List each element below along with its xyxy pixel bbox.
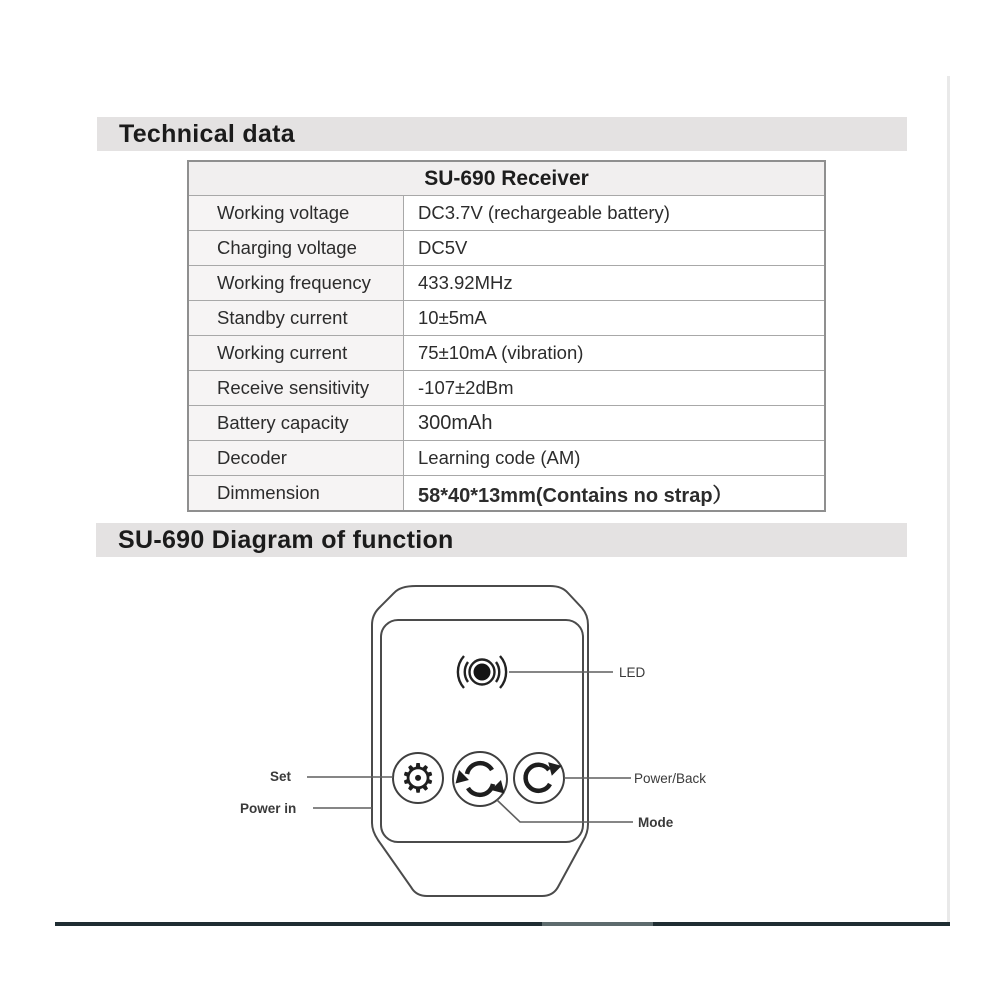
device-screen — [381, 620, 583, 842]
table-row — [189, 195, 824, 230]
row-value: Learning code (AM) — [403, 441, 824, 475]
technical-data-title: Technical data — [119, 120, 296, 148]
spec-table — [187, 160, 826, 512]
row-label: Receive sensitivity — [189, 371, 403, 405]
mode-label: Mode — [638, 815, 674, 830]
table-row — [189, 230, 824, 265]
spec-table-header: SU-690 Receiver — [189, 162, 824, 195]
row-label: Battery capacity — [189, 406, 403, 440]
table-row — [189, 370, 824, 405]
row-value: DC5V — [403, 231, 824, 265]
row-value: 75±10mA (vibration) — [403, 336, 824, 370]
power-back-button — [514, 753, 564, 803]
mode-button — [451, 752, 510, 806]
table-row — [189, 300, 824, 335]
technical-data-banner — [97, 117, 907, 151]
table-row — [189, 405, 824, 440]
table-row — [189, 265, 824, 300]
set-label: Set — [270, 769, 292, 784]
row-value: 433.92MHz — [403, 266, 824, 300]
row-label: Working current — [189, 336, 403, 370]
table-row — [189, 440, 824, 475]
table-row — [189, 475, 824, 510]
table-row — [189, 335, 824, 370]
row-label: Dimmension — [189, 476, 403, 510]
gear-icon: ⚙ — [400, 756, 436, 802]
diagram-title: SU-690 Diagram of function — [118, 526, 454, 554]
power-in-label: Power in — [240, 801, 297, 816]
device-diagram — [230, 578, 770, 918]
row-value: 10±5mA — [403, 301, 824, 335]
power-back-label: Power/Back — [634, 771, 707, 786]
set-button — [393, 753, 443, 803]
row-value: DC3.7V (rechargeable battery) — [403, 196, 824, 230]
diagram-banner — [96, 523, 907, 557]
row-label: Working frequency — [189, 266, 403, 300]
row-label: Decoder — [189, 441, 403, 475]
page-edge-line — [947, 76, 950, 922]
led-label: LED — [619, 665, 646, 680]
row-value: 58*40*13mm(Contains no strap） — [403, 476, 824, 510]
row-value: 300mAh — [403, 406, 824, 440]
row-label: Charging voltage — [189, 231, 403, 265]
bottom-divider-mid-segment — [542, 922, 653, 926]
row-label: Working voltage — [189, 196, 403, 230]
bottom-divider — [55, 922, 950, 926]
row-label: Standby current — [189, 301, 403, 335]
row-value: -107±2dBm — [403, 371, 824, 405]
